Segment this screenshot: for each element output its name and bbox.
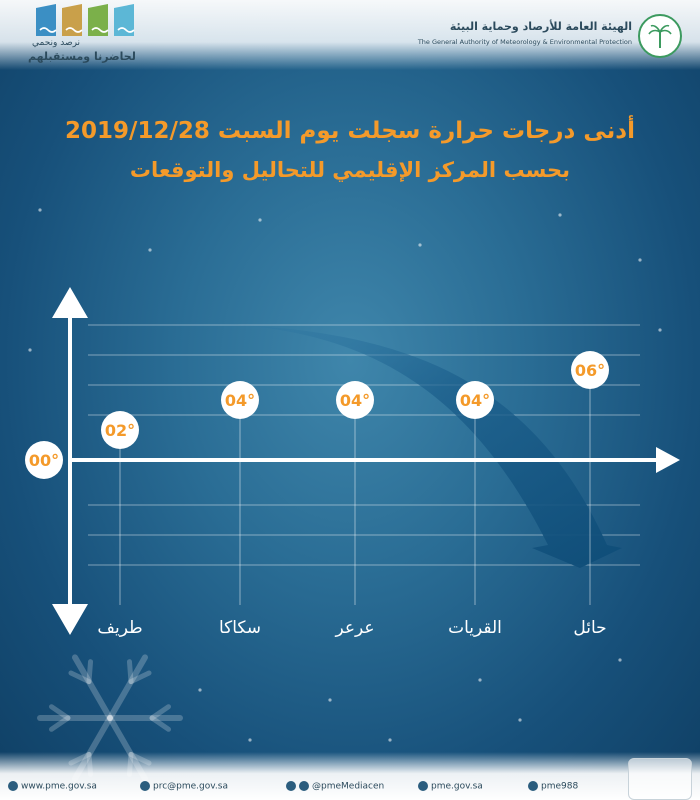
data-label: 06° [574, 361, 606, 380]
origin-label: 00° [28, 451, 60, 470]
data-label: 04° [224, 391, 256, 410]
data-label: 02° [104, 421, 136, 440]
category-label: القريات [448, 618, 502, 638]
trend-arrow-icon [155, 323, 622, 568]
instagram-icon [286, 781, 296, 791]
origin-marker [25, 441, 63, 479]
org-name-ar: الهيئة العامة للأرصاد وحماية البيئة [449, 20, 632, 33]
data-label: 04° [339, 391, 371, 410]
x-axis-arrow-icon [656, 447, 680, 473]
chart-subtitle: بحسب المركز الإقليمي للتحاليل والتوقعات [129, 158, 571, 182]
org-name-en: The General Authority of Meteorology & Environmental Protection [417, 38, 632, 46]
category-label: سكاكا [218, 618, 262, 638]
y-axis-arrow-down-icon [52, 604, 88, 635]
mail-icon [140, 781, 150, 791]
axes [52, 287, 680, 635]
category-label: حائل [573, 618, 607, 638]
category-label: عرعر [335, 618, 375, 638]
slogan-line-1: نرصد ونحمي [32, 38, 81, 48]
footer-snapchat[interactable]: pme988 [528, 781, 578, 792]
footer-facebook[interactable]: pme.gov.sa [418, 781, 483, 792]
footer-bar [0, 752, 700, 800]
chart-title: أدنى درجات حرارة سجلت يوم السبت 2019/12/28 [65, 118, 635, 144]
facebook-icon [418, 781, 428, 791]
data-label: 04° [459, 391, 491, 410]
footer-website[interactable]: www.pme.gov.sa [8, 781, 97, 792]
footer-media[interactable]: @pmeMediacen [286, 781, 384, 792]
twitter-icon [299, 781, 309, 791]
footer-email[interactable]: prc@pme.gov.sa [140, 781, 228, 792]
slogan-line-2: لحاضرنا ومستقبلهم [28, 50, 136, 63]
globe-icon [8, 781, 18, 791]
qr-code-icon [628, 758, 692, 800]
category-label: طريف [97, 618, 143, 638]
y-axis-arrow-up-icon [52, 287, 88, 318]
snapchat-icon [528, 781, 538, 791]
